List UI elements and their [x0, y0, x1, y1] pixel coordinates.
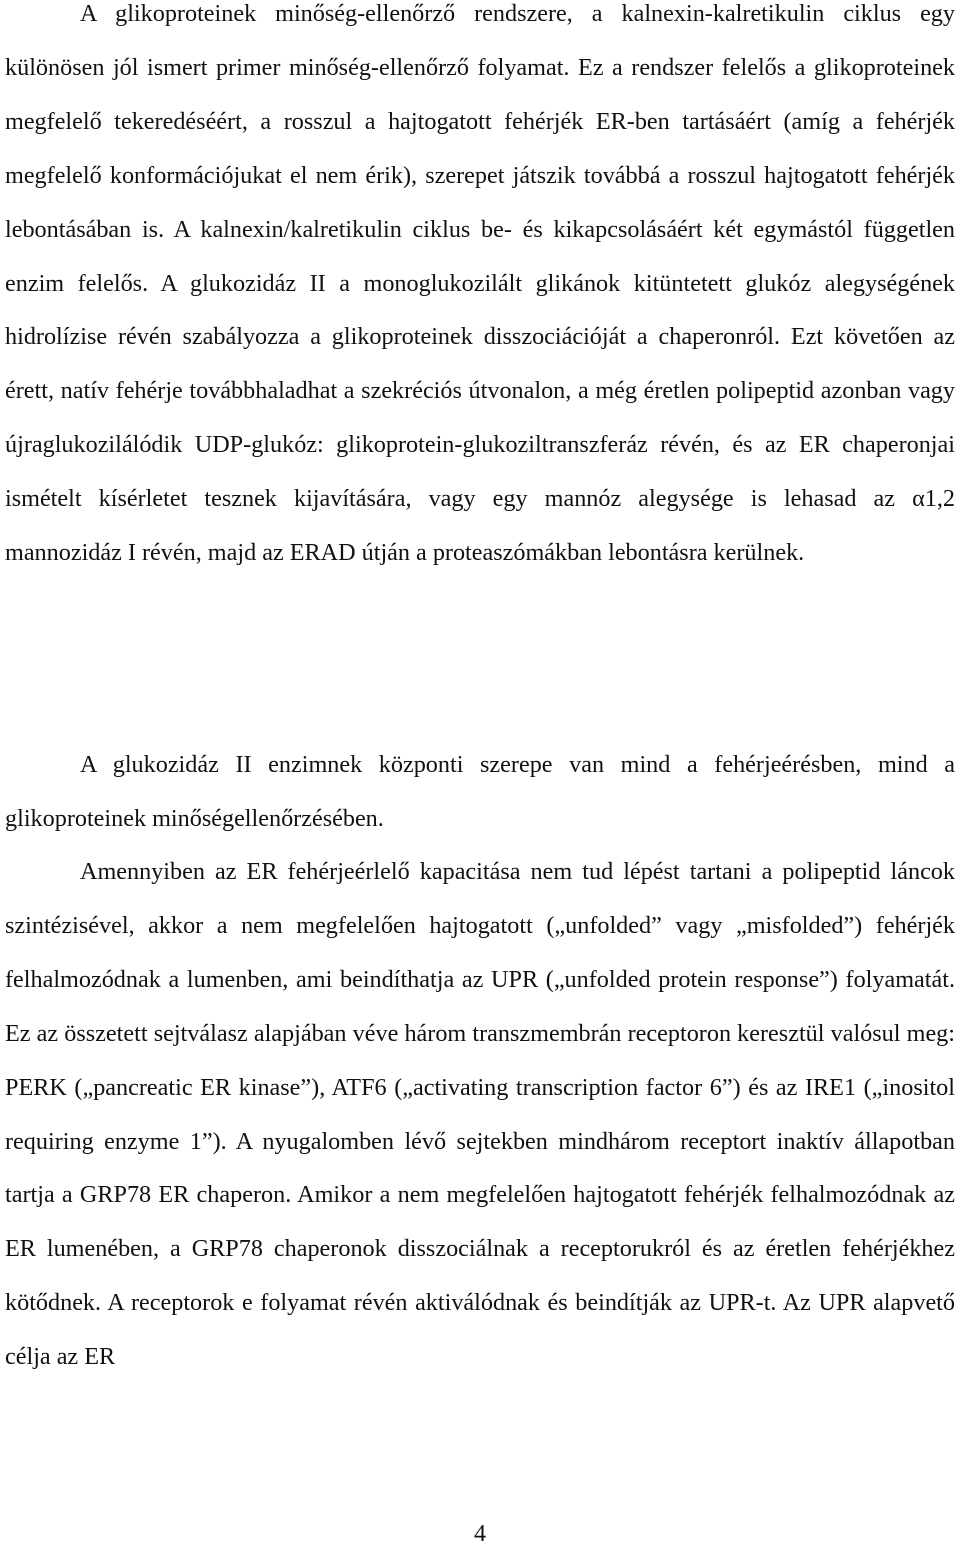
paragraph-upr: Amennyiben az ER fehérjeérlelő kapacitása nem tud lépést tartani a polipeptid láncok szintézisével, akkor a nem megfelelően hajtogatott („unfolded” vagy „misfolded”) fehérjék felhalmozódnak a lumenben, ami beindíthatja az UPR („unfolded protein response”) folyamatát. Ez az összetett sejtválasz alapjában véve három transzmembrán receptoron keresztül valósul meg: PERK („pancreatic ER kinase”), ATF6 („activating transcription factor 6”) és az IRE1 („inositol requiring enzyme 1”). A nyugalomben lévő sejtekben mindhárom receptort inaktív állapotban tartja a GRP78 ER chaperon. Amikor a nem megfelelően hajtogatott fehérjék felhalmozódnak az ER lumenében, a GRP78 chaperonok disszociálnak a receptorukról és az éretlen fehérjékhez kötődnek. A receptorok e folyamat révén aktiválódnak és beindítják az UPR-t. Az UPR alapvető célja az ER [5, 858, 955, 1371]
paragraph-glucosidase: A glukozidáz II enzimnek központi szerepe van mind a fehérjeérésben, mind a glikoproteinek minőségellenőrzésében. [5, 751, 955, 832]
page-number: 4 [474, 1521, 486, 1547]
paragraph-calnexin-cycle: A glikoproteinek minőség-ellenőrző rendszere, a kalnexin-kalretikulin ciklus egy különösen jól ismert primer minőség-ellenőrző folyamat. Ez a rendszer felelős a glikoproteinek megfelelő tekeredéséért, a rosszul a hajtogatott fehérjék ER-ben tartásáért (amíg a fehérjék megfelelő konformációjukat el nem érik), szerepet játszik továbbá a rosszul hajtogatott fehérjék lebontásában is. A kalnexin/kalretikulin ciklus be- és kikapcsolásáért két egymástól független enzim felelős. A glukozidáz II a monoglukozilált glikánok kitüntetett glukóz alegységének hidrolízise révén szabályozza a glikoproteinek disszociációját a chaperonról. Ezt követően az érett, natív fehérje továbbhaladhat a szekréciós útvonalon, a még éretlen polipeptid azonban vagy újraglukozilálódik UDP-glukóz: glikoprotein-glukoziltranszferáz révén, és az ER chaperonjai ismételt kísérletet tesznek kijavítására, vagy egy mannóz alegysége is lehasad az α1,2 mannozidáz I révén, majd az ERAD útján a proteaszómákban lebontásra kerülnek. [5, 0, 955, 567]
document-page [5, 0, 955, 1550]
